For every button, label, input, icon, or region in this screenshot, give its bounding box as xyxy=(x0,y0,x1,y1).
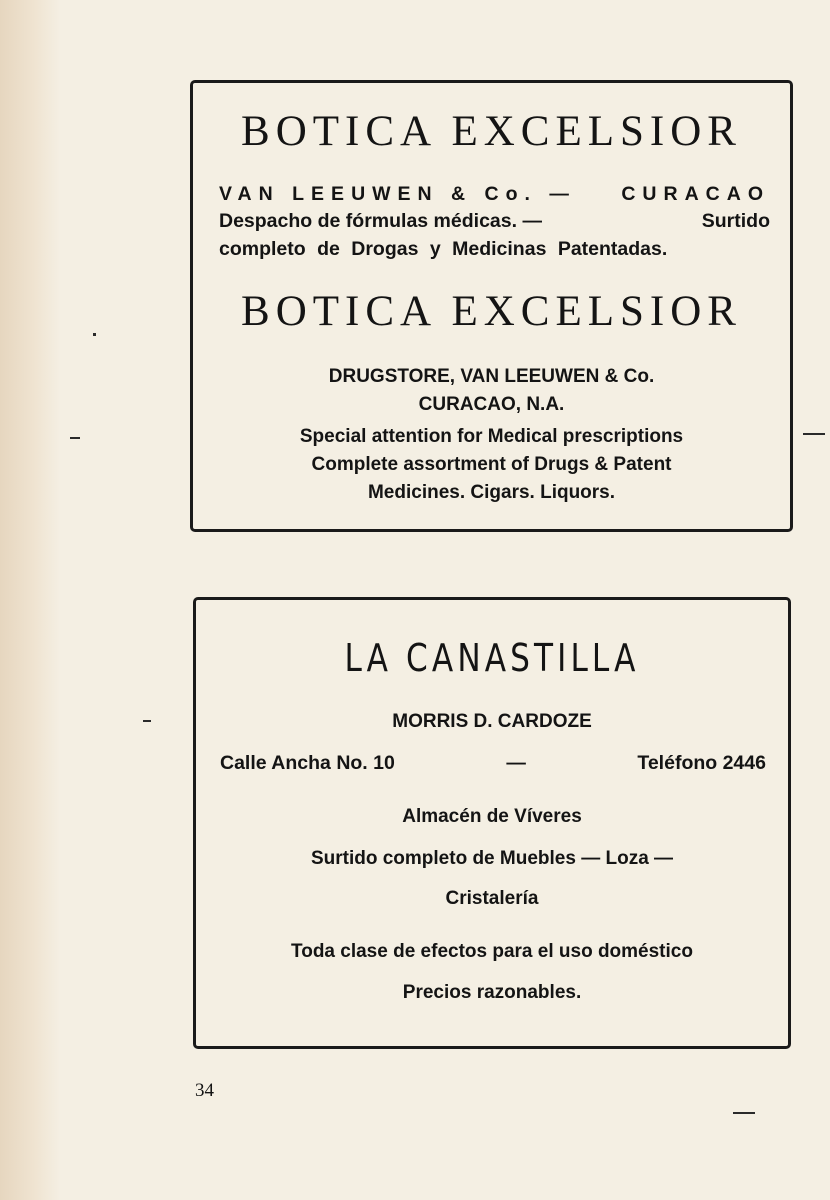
company-line xyxy=(219,183,770,206)
english-line-3: Special attention for Medical prescriptions xyxy=(299,426,684,447)
english-line-5: Medicines. Cigars. Liquors. xyxy=(367,482,616,503)
english-line-2: CURACAO, N.A. xyxy=(418,394,565,415)
la-canastilla-ad xyxy=(193,597,791,1049)
address: Calle Ancha No. 10 xyxy=(220,752,395,774)
company-location: CURACAO xyxy=(621,183,770,205)
canastilla-line-2: Surtido completo de Muebles — Loza — xyxy=(310,848,674,869)
botica-excelsior-ad xyxy=(190,80,793,532)
phone: Teléfono 2446 xyxy=(637,752,766,774)
canastilla-line-1: Almacén de Víveres xyxy=(402,806,582,827)
print-speck xyxy=(733,1112,755,1114)
page-gutter-shading xyxy=(0,0,60,1200)
spanish-description-text: Despacho de fórmulas médicas. — xyxy=(219,210,542,232)
english-line-4: Complete assortment of Drugs & Patent xyxy=(311,454,672,475)
address-phone-line xyxy=(220,752,766,775)
ad-title-spanish: BOTICA EXCELSIOR xyxy=(241,108,742,155)
ad-title-canastilla: LA CANASTILLA xyxy=(344,636,640,680)
spanish-description-line-1 xyxy=(219,210,770,233)
print-speck xyxy=(803,433,825,435)
spanish-description-line-2 xyxy=(219,238,770,261)
print-speck xyxy=(70,437,80,439)
print-speck xyxy=(143,720,151,722)
english-line-1: DRUGSTORE, VAN LEEUWEN & Co. xyxy=(328,366,655,387)
spanish-description-surtido: Surtido xyxy=(701,210,770,232)
ad-title-english: BOTICA EXCELSIOR xyxy=(241,288,742,335)
canastilla-line-5: Precios razonables. xyxy=(402,982,582,1003)
company-name: VAN LEEUWEN & Co. — xyxy=(219,183,576,205)
canastilla-line-3: Cristalería xyxy=(445,888,539,909)
print-speck xyxy=(93,333,96,336)
page-number: 34 xyxy=(195,1080,214,1101)
spanish-description-text-2: completo de Drogas y Medicinas Patentadas. xyxy=(219,238,668,260)
separator-dash: — xyxy=(506,752,526,774)
canastilla-line-4: Toda clase de efectos para el uso doméstico xyxy=(291,941,693,962)
owner-name: MORRIS D. CARDOZE xyxy=(392,711,592,732)
